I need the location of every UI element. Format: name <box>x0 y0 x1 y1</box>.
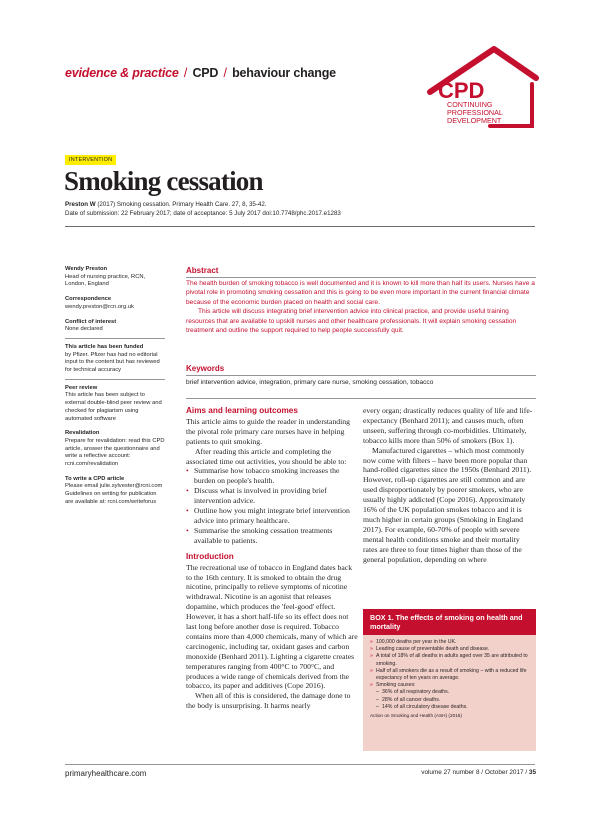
box-source: Action on Smoking and Health (ASH) (2016) <box>370 713 462 719</box>
revalidation-text: Prepare for revalidation: read this CPD article, answer the questionnaire and write a reflective account: rcni.com/revalidation <box>65 437 165 468</box>
divider <box>186 398 536 399</box>
keywords-heading: Keywords <box>186 364 536 376</box>
logo-cpd-text: CPD <box>438 78 485 103</box>
list-item: – 14% of all circulatory disease deaths. <box>370 704 530 711</box>
logo-line2: PROFESSIONAL <box>447 108 503 117</box>
correspondence-heading: Correspondence <box>65 296 112 303</box>
category-tag: INTERVENTION <box>65 155 116 165</box>
box-heading: BOX 1. The effects of smoking on health and mortality <box>363 609 536 635</box>
cpd-logo <box>420 40 540 140</box>
abstract-paragraph: This article will discuss integrating brief intervention advice into clinical practice, and provide useful training resources that are available to upskill nurses and other healthcare professionals. It will explain smoking cessation treatment and outline the support required to help people successfully quit. <box>186 308 517 335</box>
list-item: – 36% of all respiratory deaths. <box>370 689 530 696</box>
revalidation-heading: Revalidation <box>65 430 100 437</box>
divider <box>65 764 535 765</box>
list-item: » Half of all smokers die as a result of smoking – with a reduced life expectancy of ten years on average. <box>370 668 530 682</box>
footer-site-link[interactable]: primaryhealthcare.com <box>65 769 147 778</box>
author-name: Wendy Preston <box>65 266 108 272</box>
citation-ref: (2017) Smoking cessation. Primary Health Care. 27, 8, 35-42. <box>95 201 267 208</box>
section-behaviour-change: behaviour change <box>232 66 336 80</box>
page-number: 35 <box>528 769 536 776</box>
header-separator: / <box>223 66 227 80</box>
body-paragraph: The recreational use of tobacco in England dates back to the 16th century. It is smoked to obtain the drug nicotine, principally to relieve symptoms of nicotine withdrawal. Nicotine is an agonist that releases dopamine, which produces the 'feel-good' effect. However, it has a short half-life so its effect does not last long before another dose is required. Tobacco contains more than 4,000 chemicals, many of which are carcinogenic, including tar, oxidant gases and carbon monoxide (Benhard 2011). Lighting a cigarette creates temperatures ranging from 400°C to 700°C, and produces a wide range of chemicals derived from the tobacco, its paper and additives (Cope 2016). <box>186 562 358 691</box>
abstract-heading: Abstract <box>186 266 536 278</box>
list-item: – 28% of all cancer deaths. <box>370 697 530 704</box>
list-item: » Leading cause of preventable death and disease. <box>370 646 530 653</box>
peer-review-heading: Peer review <box>65 384 98 391</box>
funded-heading: This article has been funded <box>65 343 144 350</box>
logo-line1: CONTINUING <box>447 100 493 109</box>
list-item: • Outline how you might integrate brief intervention advice into primary healthcare. <box>186 506 359 526</box>
write-article-text: Please email julie.sylvester@rcni.com Guidelines on writing for publication are available at: rcni.com/writeforus <box>65 483 163 505</box>
list-item: • Summarise how tobacco smoking increases the burden on people's health. <box>186 466 359 486</box>
author-role: Head of nursing practice, RCN, London, England <box>65 273 146 288</box>
peer-review-text: This article has been subject to external double-blind peer review and checked for plagiarism using automated software <box>65 392 162 422</box>
body-column-1 <box>186 406 359 711</box>
logo-line3: DEVELOPMENT <box>447 116 502 125</box>
box-1 <box>363 609 536 751</box>
divider <box>65 379 165 380</box>
citation-dates: Date of submission: 22 February 2017; date of acceptance: 5 July 2017 doi:10.7748/phc.2017.e1283 <box>65 209 341 217</box>
body-paragraph: Manufactured cigarettes – which most commonly now come with filters – have been more popular than hand-rolled cigarettes since the 1950s (Benhard 2011). However, roll-up cigarettes are still common and are used disproportionately by poorer smokers, who are usually highly addicted (Cope 2016). Approximately 16% of the UK population smokes tobacco and it is much higher in certain groups (Smoking in England 2017). For example, 60-70% of people with severe mental health conditions smoke and their mortality rates are three to four times higher than those of the general population, depending on where <box>363 445 532 564</box>
box-sublist <box>370 689 530 711</box>
divider <box>65 338 165 339</box>
author-sidebar <box>65 266 165 507</box>
list-item: • Summarise the smoking cessation treatments available to patients. <box>186 526 359 546</box>
section-cpd: CPD <box>192 66 219 80</box>
body-paragraph: every organ; drastically reduces quality of life and life-expectancy (Benhard 2011); and causes much, often unseen, suffering through co-morbidities. Ultimately, tobacco kills more than 50% of smokers (Box 1). <box>363 406 533 445</box>
list-item: • Discuss what is involved in providing brief intervention advice. <box>186 486 359 506</box>
body-paragraph: When all of this is considered, the damage done to the body is unsurprising. It harms nearly <box>186 691 351 711</box>
list-item: » Smoking causes: <box>370 682 530 689</box>
body-paragraph: This article aims to guide the reader in understanding the pivotal role primary care nurses have in helping patients to quit smoking. <box>186 416 350 446</box>
section-header <box>65 66 336 80</box>
header-separator: / <box>183 66 188 80</box>
funded-text: by Pfizer. Pfizer has had no editorial input to the content but has reviewed for technical accuracy <box>65 351 160 374</box>
citation <box>65 201 495 218</box>
section-evidence-practice: evidence & practice <box>65 66 179 80</box>
correspondence-email: wendy.preston@rcn.org.uk <box>65 303 134 310</box>
list-item: » A total of 18% of all deaths in adults aged over 35 are attributed to smoking. <box>370 653 530 667</box>
write-article-heading: To write a CPD article <box>65 475 125 482</box>
conflict-text: None declared <box>65 326 103 333</box>
footer-issue-text: volume 27 number 8 / October 2017 / <box>421 769 529 776</box>
conflict-heading: Conflict of interest <box>65 318 117 325</box>
list-item: » 100,000 deaths per year in the UK. <box>370 639 530 646</box>
divider <box>65 226 535 227</box>
abstract-text <box>186 279 536 335</box>
footer-issue <box>340 769 536 776</box>
citation-author: Preston W <box>65 201 96 208</box>
aims-heading: Aims and learning outcomes <box>186 406 298 415</box>
keywords-text: brief intervention advice, integration, primary care nurse, smoking cessation, tobacco <box>186 379 434 386</box>
learning-outcomes-list <box>186 466 359 545</box>
body-column-2 <box>363 406 536 565</box>
abstract-paragraph: The health burden of smoking tobacco is well documented and it is known to kill more than half its users. Nurses have a pivotal role in promoting smoking cessation and this is going to be even more important in the current financial climate because of the economic burden placed on health and social care. <box>186 280 535 306</box>
box-body <box>363 635 536 719</box>
introduction-heading: Introduction <box>186 551 234 561</box>
article-title: Smoking cessation <box>64 166 263 196</box>
box-list <box>370 639 530 689</box>
body-paragraph: After reading this article and completing the associated time out activities, you should be able to: <box>186 446 347 466</box>
